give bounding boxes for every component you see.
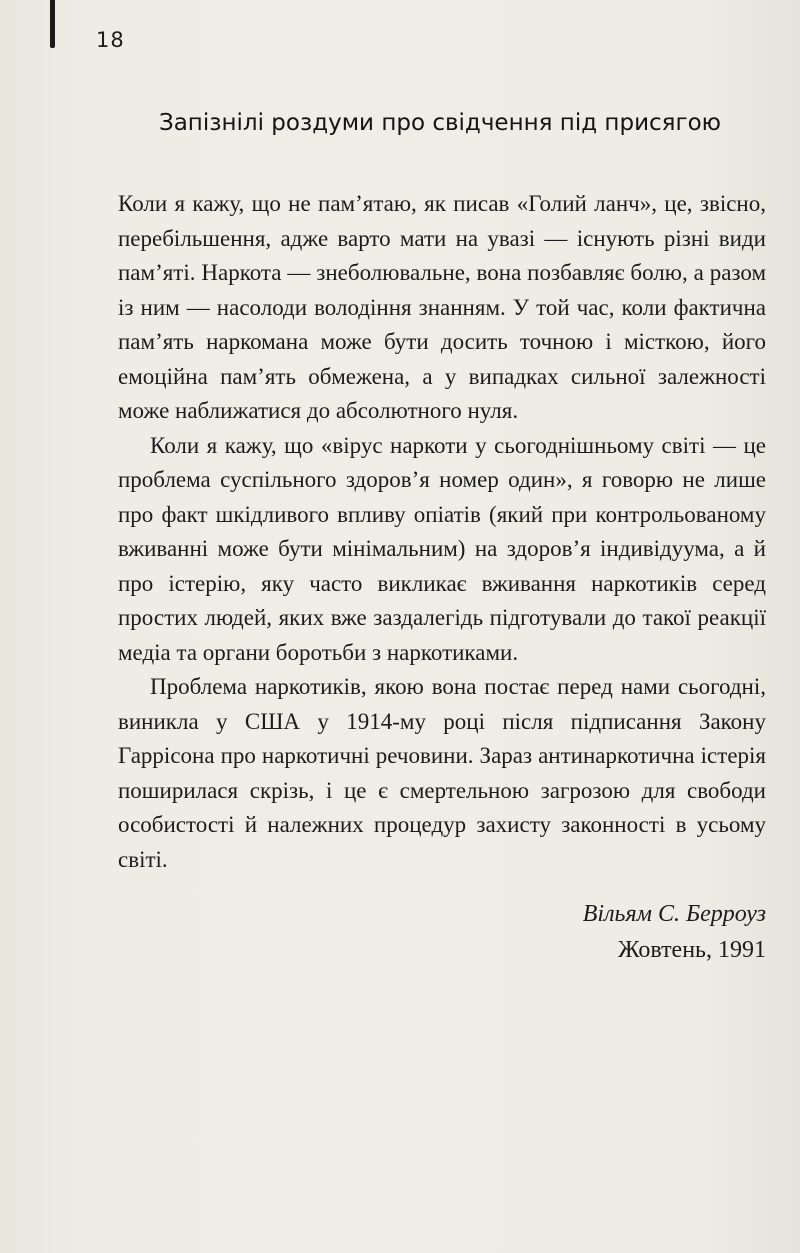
paragraph-3: Проблема наркотиків, якою вона постає перед нами сьогодні, виникла у США у 1914-му році після підписання Закону Гаррісона про наркотичні речовини. Зараз антинаркотична істерія поширилася скрізь, і це є смертельною загрозою для свободи особистості й належних процедур захисту законності в усьому світі.	[118, 674, 766, 872]
body-text	[118, 187, 766, 877]
page-number: 18	[96, 28, 125, 52]
signature-block	[400, 896, 766, 968]
chapter-title: Запізнілі роздуми про свідчення під присягою	[158, 110, 722, 136]
page-edge-mark	[50, 0, 55, 48]
paragraph-1: Коли я кажу, що не пам’ятаю, як писав «Голий ланч», це, звісно, перебільшення, адже варто мати на увазі — існують різні види пам’яті. Наркота — знеболювальне, вона позбавляє болю, а разом із ним — насолоди володіння знанням. У той час, коли фактична пам’ять наркомана може бути досить точною і місткою, його емоційна пам’ять обмежена, а у випадках сильної залежності може наближатися до абсолютного нуля.	[118, 191, 766, 423]
paragraph-2: Коли я кажу, що «вірус наркоти у сьогоднішньому світі — це проблема суспільного здоров’я номер один», я говорю не лише про факт шкідливого впливу опіатів (який при контрольованому вживанні може бути мінімальним) на здоров’я індивідуума, а й про істерію, яку часто викликає вживання наркотиків серед простих людей, яких вже заздалегідь підготували до такої реакції медіа та органи боротьби з наркотиками.	[118, 432, 766, 665]
signature-author: Вільям С. Берроуз	[582, 901, 766, 927]
signature-date: Жовтень, 1991	[618, 937, 766, 963]
